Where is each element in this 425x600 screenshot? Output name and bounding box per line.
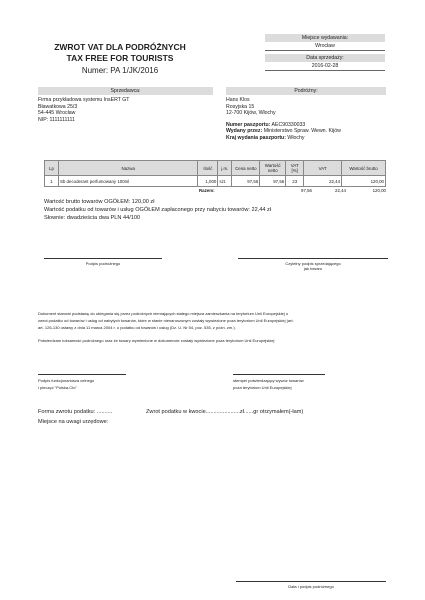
seller-signature-label-line: jak towaru [303, 266, 323, 271]
col-header: VAT [304, 161, 342, 176]
export-label-line: stempel potwierdzający wywóz towarów [233, 378, 304, 383]
col-header: VAT [%] [286, 161, 304, 176]
customs-signature-label [38, 377, 158, 391]
col-header: Wartość brutto [342, 161, 386, 176]
passport-country: Włochy [287, 134, 305, 141]
col-header: Lp [45, 161, 59, 176]
statement-line: Dokument stanowi podstawę do ubiegania się przez podróżnych niemających stałego miejsca zamieszkania na terytorium Unii Europejskiej o [38, 311, 289, 316]
totals-label: Razem: [199, 188, 215, 193]
customs-signature-line [38, 374, 126, 375]
cell: 1 [45, 176, 59, 187]
cell: 97,56 [260, 176, 286, 187]
seller-signature-label [238, 261, 388, 271]
passport-info [226, 122, 386, 142]
legal-statement [38, 310, 393, 344]
seller-line: 54-445 Wrocław [38, 110, 76, 117]
col-header: j.m. [218, 161, 232, 176]
summary [44, 198, 404, 222]
export-label-line: poza terytorium Unii Europejskiej [233, 385, 292, 390]
seller-line: Firma przykładowa systemu InsERT GT [38, 97, 130, 103]
items-table [44, 160, 386, 187]
place-value: Wrocław [265, 42, 385, 51]
refund-amount: Zwrot podatku w kwocie......................zł......gr otrzymałem(-łam) [146, 409, 304, 415]
export-stamp-label [233, 377, 373, 391]
passport-no: AEC90330033 [271, 121, 306, 128]
document-title [40, 42, 200, 64]
issue-box [265, 34, 385, 71]
totals-gross: 120,00 [372, 188, 386, 193]
seller-signature-label-line: Czytelny podpis sprzedającego [285, 261, 341, 266]
seller-section [38, 87, 213, 123]
customs-label-line: Podpis funkcjonariusza celnego [38, 378, 95, 383]
table-row [45, 176, 386, 187]
amount-in-words: Słownie: dwadzieścia dwa PLN 44/100 [44, 215, 141, 221]
buyer-line: Rosyjska 15 [226, 103, 255, 110]
title-line-en: TAX FREE FOR TOURISTS [66, 53, 174, 63]
issued-by-label: Wydany przez: [226, 128, 263, 135]
seller-line: Bławatkowa 25/3 [38, 103, 78, 110]
cell: 23 [286, 176, 304, 187]
traveler-signature-label: Podpis podróżnego [85, 261, 121, 266]
totals-vat: 22,44 [335, 188, 346, 193]
document-number: Numer: PA 1/JK/2016 [81, 66, 159, 75]
traveler-signature-line [44, 258, 162, 259]
passport-no-label: Numer paszportu: [226, 121, 271, 128]
buyer-line: 12-700 Kijów, Włochy [226, 110, 276, 117]
refund-form: Forma zwrotu podatku: .......... [38, 409, 113, 415]
title-line-pl: ZWROT VAT DLA PODRÓŻNYCH [54, 42, 186, 52]
buyer-label: Podróżny: [226, 87, 386, 95]
totals-net: 97,56 [301, 188, 312, 193]
col-header: Ilość [198, 161, 218, 176]
statement-line: art. 126-130 ustawy z dnia 11 marca 2004 r. o podatku od towarów i usług (Dz. U. Nr 54, poz. 535, z późn. zm.). [38, 325, 236, 330]
date-label: Data sprzedaży: [265, 54, 385, 62]
seller-label: Sprzedawca: [38, 87, 213, 95]
cell: szt. [218, 176, 232, 187]
seller-line: NIP: 1111111111 [38, 116, 75, 123]
buyer-section [226, 87, 386, 142]
statement-confirmation: Potwierdzam tożsamość podróżnego oraz że towary wymienione w dokumencie zostały wywiezione poza terytorium Unii Europejskiej [38, 338, 275, 343]
statement-line: zwrot podatku od towarów i usług od nabytych towarów, które w stanie nienaruszonym zostały wywiezione poza terytorium Unii Europejskiej (art. [38, 318, 294, 323]
customs-label-line: i pieczęć "Polska-Cło" [38, 385, 77, 390]
col-header: Wartość netto [260, 161, 286, 176]
totals-row [44, 188, 386, 195]
col-header: Cena netto [232, 161, 260, 176]
export-stamp-line [233, 374, 325, 375]
buyer-address [226, 97, 386, 117]
cell: 97,56 [232, 176, 260, 187]
cell: 120,00 [342, 176, 386, 187]
issued-by: Ministerstwo Spraw. Wewn. Kijów [263, 128, 341, 135]
passport-country-label: Kraj wydania paszportu: [226, 134, 286, 141]
buyer-line: Hans Klos [226, 97, 250, 103]
table-header-row [45, 161, 386, 176]
gross-total: Wartość brutto towarów OGÓŁEM: 120,00 zł [44, 199, 155, 205]
date-value: 2016-02-28 [265, 62, 385, 71]
cell: Sb decoderant perfumowany 100ml [58, 176, 197, 187]
cell: 1,000 [198, 176, 218, 187]
col-header: Nazwa [58, 161, 197, 176]
final-signature-line [236, 581, 386, 582]
tax-total: Wartość podatku od towarów i usług OGÓŁEM zapłaconego przy nabyciu towarów: 22,44 zł [44, 207, 272, 213]
seller-signature-line [238, 258, 388, 259]
seller-address [38, 97, 213, 123]
cell: 22,44 [304, 176, 342, 187]
official-remarks: Miejsce na uwagi urzędowe: [38, 419, 109, 425]
final-signature-label: Data i podpis podróżnego [288, 584, 334, 589]
place-label: Miejsce wydawania: [265, 34, 385, 42]
